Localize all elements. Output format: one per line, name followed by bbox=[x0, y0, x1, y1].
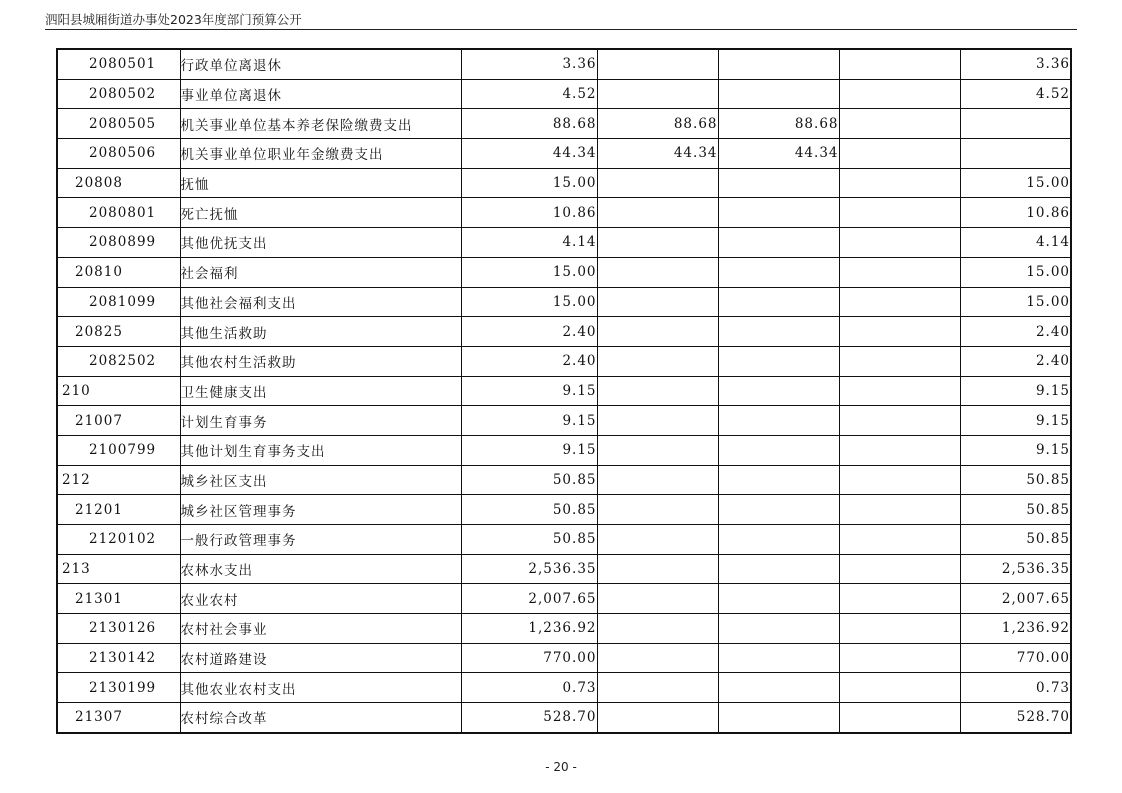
table-row bbox=[57, 257, 1071, 287]
amount-cell-3: 88.68 bbox=[718, 109, 839, 139]
total-amount-cell: 4.14 bbox=[461, 228, 597, 258]
amount-cell-3 bbox=[718, 228, 839, 258]
subject-code-cell: 20808 bbox=[57, 168, 180, 198]
amount-cell-5 bbox=[960, 109, 1071, 139]
amount-cell-5: 2.40 bbox=[960, 346, 1071, 376]
total-amount-cell: 0.73 bbox=[461, 673, 597, 703]
subject-name-cell: 事业单位离退休 bbox=[180, 79, 461, 109]
amount-cell-3 bbox=[718, 525, 839, 555]
subject-code-cell: 2080501 bbox=[57, 49, 180, 79]
subject-name-cell: 其他农业农村支出 bbox=[180, 673, 461, 703]
amount-cell-2 bbox=[597, 168, 718, 198]
table-row bbox=[57, 554, 1071, 584]
amount-cell-3 bbox=[718, 703, 839, 733]
amount-cell-4 bbox=[839, 109, 960, 139]
subject-code-cell: 2130126 bbox=[57, 614, 180, 644]
subject-code-cell: 210 bbox=[57, 376, 180, 406]
amount-cell-5: 1,236.92 bbox=[960, 614, 1071, 644]
amount-cell-3 bbox=[718, 287, 839, 317]
table-row bbox=[57, 346, 1071, 376]
amount-cell-5 bbox=[960, 139, 1071, 169]
subject-name-cell: 其他计划生育事务支出 bbox=[180, 435, 461, 465]
subject-name-cell: 机关事业单位基本养老保险缴费支出 bbox=[180, 109, 461, 139]
amount-cell-4 bbox=[839, 168, 960, 198]
subject-code-cell: 2080801 bbox=[57, 198, 180, 228]
table-row bbox=[57, 643, 1071, 673]
table-row bbox=[57, 584, 1071, 614]
amount-cell-2 bbox=[597, 643, 718, 673]
amount-cell-4 bbox=[839, 703, 960, 733]
amount-cell-4 bbox=[839, 525, 960, 555]
amount-cell-3 bbox=[718, 198, 839, 228]
amount-cell-4 bbox=[839, 673, 960, 703]
subject-name-cell: 农业农村 bbox=[180, 584, 461, 614]
amount-cell-4 bbox=[839, 406, 960, 436]
total-amount-cell: 2,007.65 bbox=[461, 584, 597, 614]
subject-name-cell: 农村社会事业 bbox=[180, 614, 461, 644]
amount-cell-5: 2.40 bbox=[960, 317, 1071, 347]
table-row bbox=[57, 139, 1071, 169]
subject-code-cell: 21201 bbox=[57, 495, 180, 525]
amount-cell-5: 50.85 bbox=[960, 525, 1071, 555]
total-amount-cell: 2,536.35 bbox=[461, 554, 597, 584]
total-amount-cell: 2.40 bbox=[461, 346, 597, 376]
amount-cell-3 bbox=[718, 495, 839, 525]
amount-cell-4 bbox=[839, 139, 960, 169]
table-row bbox=[57, 703, 1071, 733]
amount-cell-5: 50.85 bbox=[960, 495, 1071, 525]
table-row bbox=[57, 614, 1071, 644]
amount-cell-5: 2,536.35 bbox=[960, 554, 1071, 584]
amount-cell-3 bbox=[718, 554, 839, 584]
table-row bbox=[57, 109, 1071, 139]
subject-name-cell: 城乡社区支出 bbox=[180, 465, 461, 495]
subject-name-cell: 机关事业单位职业年金缴费支出 bbox=[180, 139, 461, 169]
table-row bbox=[57, 525, 1071, 555]
page-number: - 20 - bbox=[545, 760, 577, 774]
total-amount-cell: 50.85 bbox=[461, 465, 597, 495]
amount-cell-4 bbox=[839, 584, 960, 614]
amount-cell-4 bbox=[839, 554, 960, 584]
amount-cell-3 bbox=[718, 584, 839, 614]
amount-cell-3 bbox=[718, 435, 839, 465]
amount-cell-2 bbox=[597, 287, 718, 317]
amount-cell-5: 9.15 bbox=[960, 435, 1071, 465]
amount-cell-2 bbox=[597, 465, 718, 495]
table-row bbox=[57, 435, 1071, 465]
subject-code-cell: 20810 bbox=[57, 257, 180, 287]
table-row bbox=[57, 49, 1071, 79]
subject-name-cell: 农林水支出 bbox=[180, 554, 461, 584]
amount-cell-3: 44.34 bbox=[718, 139, 839, 169]
subject-name-cell: 抚恤 bbox=[180, 168, 461, 198]
total-amount-cell: 9.15 bbox=[461, 435, 597, 465]
total-amount-cell: 9.15 bbox=[461, 406, 597, 436]
amount-cell-3 bbox=[718, 614, 839, 644]
total-amount-cell: 15.00 bbox=[461, 168, 597, 198]
amount-cell-4 bbox=[839, 49, 960, 79]
table-row bbox=[57, 228, 1071, 258]
total-amount-cell: 10.86 bbox=[461, 198, 597, 228]
subject-name-cell: 社会福利 bbox=[180, 257, 461, 287]
amount-cell-5: 528.70 bbox=[960, 703, 1071, 733]
amount-cell-2 bbox=[597, 317, 718, 347]
amount-cell-3 bbox=[718, 346, 839, 376]
amount-cell-4 bbox=[839, 495, 960, 525]
amount-cell-5: 4.52 bbox=[960, 79, 1071, 109]
subject-code-cell: 2080502 bbox=[57, 79, 180, 109]
total-amount-cell: 9.15 bbox=[461, 376, 597, 406]
table-row bbox=[57, 168, 1071, 198]
total-amount-cell: 15.00 bbox=[461, 287, 597, 317]
table-row bbox=[57, 376, 1071, 406]
amount-cell-5: 0.73 bbox=[960, 673, 1071, 703]
amount-cell-3 bbox=[718, 643, 839, 673]
amount-cell-5: 10.86 bbox=[960, 198, 1071, 228]
amount-cell-5: 15.00 bbox=[960, 257, 1071, 287]
table-body bbox=[57, 49, 1071, 733]
amount-cell-3 bbox=[718, 49, 839, 79]
amount-cell-2 bbox=[597, 79, 718, 109]
subject-name-cell: 行政单位离退休 bbox=[180, 49, 461, 79]
subject-code-cell: 21007 bbox=[57, 406, 180, 436]
amount-cell-2 bbox=[597, 614, 718, 644]
subject-code-cell: 2080899 bbox=[57, 228, 180, 258]
subject-name-cell: 其他生活救助 bbox=[180, 317, 461, 347]
amount-cell-2 bbox=[597, 346, 718, 376]
amount-cell-4 bbox=[839, 614, 960, 644]
amount-cell-2 bbox=[597, 376, 718, 406]
amount-cell-3 bbox=[718, 406, 839, 436]
amount-cell-2: 88.68 bbox=[597, 109, 718, 139]
amount-cell-5: 15.00 bbox=[960, 168, 1071, 198]
total-amount-cell: 88.68 bbox=[461, 109, 597, 139]
subject-code-cell: 2080506 bbox=[57, 139, 180, 169]
subject-code-cell: 2130199 bbox=[57, 673, 180, 703]
amount-cell-2 bbox=[597, 525, 718, 555]
table-row bbox=[57, 287, 1071, 317]
amount-cell-2: 44.34 bbox=[597, 139, 718, 169]
subject-name-cell: 一般行政管理事务 bbox=[180, 525, 461, 555]
amount-cell-4 bbox=[839, 465, 960, 495]
amount-cell-3 bbox=[718, 168, 839, 198]
amount-cell-4 bbox=[839, 257, 960, 287]
amount-cell-5: 50.85 bbox=[960, 465, 1071, 495]
amount-cell-3 bbox=[718, 317, 839, 347]
amount-cell-5: 770.00 bbox=[960, 643, 1071, 673]
amount-cell-4 bbox=[839, 376, 960, 406]
subject-name-cell: 计划生育事务 bbox=[180, 406, 461, 436]
subject-name-cell: 农村综合改革 bbox=[180, 703, 461, 733]
subject-code-cell: 2082502 bbox=[57, 346, 180, 376]
total-amount-cell: 1,236.92 bbox=[461, 614, 597, 644]
amount-cell-2 bbox=[597, 673, 718, 703]
table-row bbox=[57, 465, 1071, 495]
subject-code-cell: 21301 bbox=[57, 584, 180, 614]
total-amount-cell: 4.52 bbox=[461, 79, 597, 109]
subject-code-cell: 212 bbox=[57, 465, 180, 495]
amount-cell-4 bbox=[839, 317, 960, 347]
total-amount-cell: 50.85 bbox=[461, 525, 597, 555]
total-amount-cell: 3.36 bbox=[461, 49, 597, 79]
amount-cell-4 bbox=[839, 435, 960, 465]
amount-cell-3 bbox=[718, 673, 839, 703]
subject-code-cell: 21307 bbox=[57, 703, 180, 733]
amount-cell-4 bbox=[839, 198, 960, 228]
amount-cell-5: 4.14 bbox=[960, 228, 1071, 258]
subject-code-cell: 2120102 bbox=[57, 525, 180, 555]
amount-cell-5: 9.15 bbox=[960, 406, 1071, 436]
amount-cell-4 bbox=[839, 228, 960, 258]
amount-cell-4 bbox=[839, 287, 960, 317]
amount-cell-5: 2,007.65 bbox=[960, 584, 1071, 614]
total-amount-cell: 44.34 bbox=[461, 139, 597, 169]
subject-name-cell: 农村道路建设 bbox=[180, 643, 461, 673]
subject-name-cell: 其他社会福利支出 bbox=[180, 287, 461, 317]
subject-code-cell: 2080505 bbox=[57, 109, 180, 139]
amount-cell-2 bbox=[597, 703, 718, 733]
amount-cell-3 bbox=[718, 79, 839, 109]
amount-cell-4 bbox=[839, 346, 960, 376]
table-row bbox=[57, 406, 1071, 436]
subject-code-cell: 20825 bbox=[57, 317, 180, 347]
subject-code-cell: 213 bbox=[57, 554, 180, 584]
amount-cell-5: 3.36 bbox=[960, 49, 1071, 79]
page-header bbox=[45, 9, 1077, 30]
subject-name-cell: 死亡抚恤 bbox=[180, 198, 461, 228]
subject-code-cell: 2081099 bbox=[57, 287, 180, 317]
amount-cell-3 bbox=[718, 376, 839, 406]
table-row bbox=[57, 673, 1071, 703]
amount-cell-3 bbox=[718, 257, 839, 287]
table-row bbox=[57, 198, 1071, 228]
amount-cell-2 bbox=[597, 584, 718, 614]
total-amount-cell: 528.70 bbox=[461, 703, 597, 733]
subject-code-cell: 2130142 bbox=[57, 643, 180, 673]
subject-name-cell: 其他农村生活救助 bbox=[180, 346, 461, 376]
amount-cell-5: 9.15 bbox=[960, 376, 1071, 406]
amount-cell-2 bbox=[597, 228, 718, 258]
amount-cell-4 bbox=[839, 643, 960, 673]
amount-cell-3 bbox=[718, 465, 839, 495]
amount-cell-2 bbox=[597, 435, 718, 465]
subject-code-cell: 2100799 bbox=[57, 435, 180, 465]
total-amount-cell: 770.00 bbox=[461, 643, 597, 673]
amount-cell-2 bbox=[597, 554, 718, 584]
amount-cell-2 bbox=[597, 495, 718, 525]
amount-cell-2 bbox=[597, 198, 718, 228]
total-amount-cell: 15.00 bbox=[461, 257, 597, 287]
table-row bbox=[57, 495, 1071, 525]
amount-cell-2 bbox=[597, 406, 718, 436]
budget-table bbox=[56, 48, 1072, 734]
subject-name-cell: 其他优抚支出 bbox=[180, 228, 461, 258]
total-amount-cell: 2.40 bbox=[461, 317, 597, 347]
subject-name-cell: 卫生健康支出 bbox=[180, 376, 461, 406]
total-amount-cell: 50.85 bbox=[461, 495, 597, 525]
subject-name-cell: 城乡社区管理事务 bbox=[180, 495, 461, 525]
amount-cell-2 bbox=[597, 257, 718, 287]
document-title: 泗阳县城厢街道办事处2023年度部门预算公开 bbox=[45, 12, 302, 27]
amount-cell-5: 15.00 bbox=[960, 287, 1071, 317]
amount-cell-2 bbox=[597, 49, 718, 79]
table-row bbox=[57, 79, 1071, 109]
table-row bbox=[57, 317, 1071, 347]
amount-cell-4 bbox=[839, 79, 960, 109]
